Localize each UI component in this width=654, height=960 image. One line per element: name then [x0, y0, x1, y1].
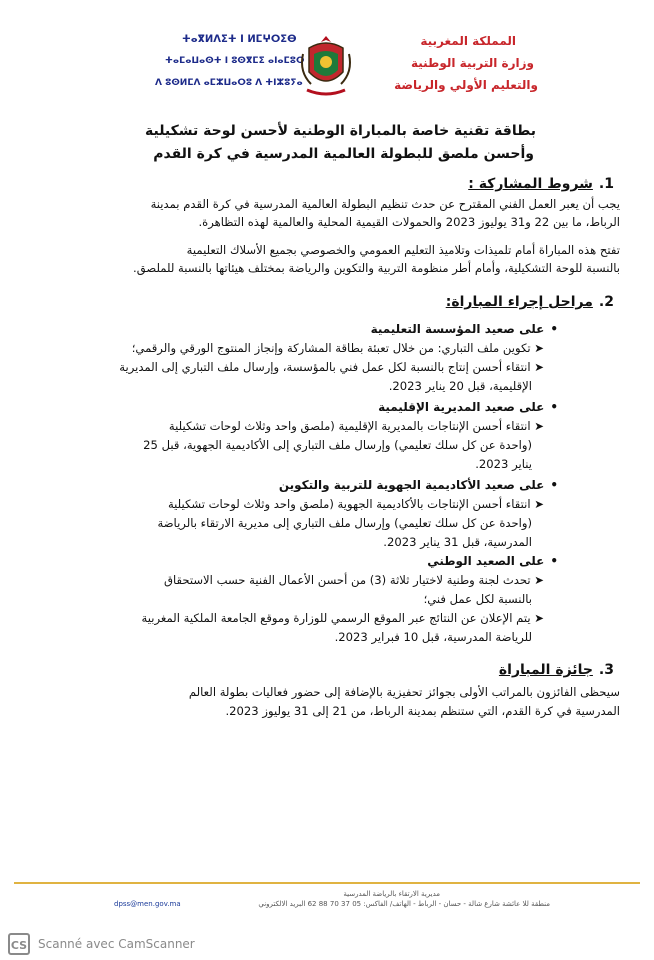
- tifinagh-line-3: ⴷ ⵓⵙⵍⵎⴷ ⴰⵎⵣⵡⴰⵔⵓ ⴷ ⵜⵏⵣⵓⵢⴰ: [155, 78, 303, 88]
- section-1-para-2-line-1: تفتح هذه المباراة أمام تلميذات وتلاميذ التعليم العمومي والخصوصي بجميع الأسلاك التعليمية: [186, 243, 620, 257]
- royal-emblem-icon: [297, 32, 355, 102]
- level-1-title: •على صعيد المؤسسة التعليمية: [370, 322, 558, 336]
- camscanner-watermark: [0, 930, 654, 960]
- level-4-item-1-cont: بالنسبة لكل عمل فني؛: [423, 592, 532, 606]
- level-3-item-1: ➤ انتقاء أحسن الإنتاجات بالأكاديمية الجهوية (ملصق واحد وثلاث لوحات تشكيلية: [167, 497, 544, 511]
- section-2-label: مراحل إجراء المباراة:: [445, 294, 593, 310]
- level-4-item-2: ➤ يتم الإعلان عن النتائج عبر الموقع الرسمي للوزارة وموقع الجامعة الملكية المغربية: [141, 611, 544, 625]
- level-1-item-2: ➤ انتقاء أحسن إنتاج بالنسبة لكل عمل فني بالمؤسسة، وإرسال ملف التباري إلى المديرية: [119, 360, 544, 374]
- section-1-para-1-line-2: الرباط، ما بين 22 و31 يوليوز 2023 والحمولات القيمية المحلية والعالمية لهذه التظاهرة.: [198, 215, 620, 229]
- page-footer: [14, 882, 640, 908]
- footer-email: dpss@men.gov.ma: [114, 900, 181, 908]
- arabic-header-line-2: وزارة التربية الوطنية: [410, 56, 534, 70]
- title-line-1: بطاقة تقنية خاصة بالمباراة الوطنية لأحسن لوحة تشكيلية: [145, 123, 536, 139]
- level-3-item-1-cont-1: (واحدة عن كل سلك تعليمي) وإرسال ملف التباري إلى مديرية الارتقاء بالرياضة: [157, 516, 532, 530]
- level-4-item-1: ➤ تحدث لجنة وطنية لاختيار ثلاثة (3) من أحسن الأعمال الفنية حسب الاستحقاق: [163, 573, 544, 587]
- camscanner-logo-icon: CS: [8, 933, 30, 955]
- section-2-heading: [446, 294, 614, 310]
- level-1-item-1: ➤ تكوين ملف التباري: من خلال تعبئة بطاقة المشاركة وإنجاز المنتوج الورقي والرقمي؛: [131, 341, 544, 355]
- section-1-heading: [468, 176, 614, 192]
- section-1-number: 1.: [598, 176, 614, 192]
- section-3-heading: [499, 662, 614, 678]
- section-3-number: 3.: [598, 662, 614, 678]
- footer-address: منطقة للا عائشة شارع شالة - حسان - الرباط - الهاتف/ الفاكس: 05 37 70 88 62 البريد الالكتروني: [258, 900, 550, 908]
- section-1-para-1-line-1: يجب أن يعبر العمل الفني المقترح عن حدث تنظيم البطولة العالمية المدرسية في كرة القدم بمدينة: [150, 197, 620, 211]
- tifinagh-line-2: ⵜⴰⵎⴰⵡⴰⵙⵜ ⵏ ⵓⵙⴳⵎⵉ ⴰⵏⴰⵎⵓⵔ: [165, 56, 305, 66]
- section-2-number: 2.: [598, 294, 614, 310]
- level-2-item-1-cont-2: يناير 2023.: [475, 457, 532, 471]
- level-2-item-1: ➤ انتقاء أحسن الإنتاجات بالمديرية الإقليمية (ملصق واحد وثلاث لوحات تشكيلية: [168, 419, 544, 433]
- level-3-title: •على صعيد الأكاديمية الجهوية للتربية والتكوين: [278, 478, 558, 492]
- arabic-header-line-3: والتعليم الأولي والرياضة: [394, 78, 538, 92]
- level-3-item-1-cont-2: المدرسية، قبل 31 يناير 2023.: [383, 535, 532, 549]
- level-1-item-2-cont: الإقليمية، قبل 20 يناير 2023.: [388, 379, 532, 393]
- level-4-item-2-cont: للرياضة المدرسية، قبل 10 فبراير 2023.: [334, 630, 532, 644]
- section-3-para-line-1: سيحظى الفائزون بالمراتب الأولى بجوائز تحفيزية بالإضافة إلى حضور فعاليات بطولة العالم: [188, 685, 620, 699]
- tifinagh-line-1: ⵜⴰⴳⵍⴷⵉⵜ ⵏ ⵍⵎⵖⵔⵉⴱ: [182, 34, 297, 45]
- footer-directorate: مديرية الارتقاء بالرياضة المدرسية: [343, 890, 440, 898]
- level-2-item-1-cont-1: (واحدة عن كل سلك تعليمي) وإرسال ملف التباري إلى الأكاديمية الجهوية، قبل 25: [143, 438, 532, 452]
- section-3-para-line-2: المدرسية في كرة القدم، التي ستنظم بمدينة الرباط، من 21 إلى 31 يوليوز 2023.: [225, 704, 620, 718]
- section-1-para-2-line-2: بالنسبة للوحة التشكيلية، وأمام أطر منظومة التربية والتكوين والرياضة بمختلف هيئاتها بالنسبة للملصق.: [133, 261, 620, 275]
- section-1-label: شروط المشاركة :: [468, 176, 593, 192]
- letterhead: [0, 28, 654, 120]
- arabic-header-line-1: المملكة المغربية: [420, 34, 516, 48]
- level-2-title: •على صعيد المديرية الإقليمية: [378, 400, 558, 414]
- camscanner-text: Scanné avec CamScanner: [38, 937, 195, 951]
- section-3-label: جائزة المباراة: [498, 662, 593, 678]
- level-4-title: •على الصعيد الوطني: [427, 554, 558, 568]
- title-line-2: وأحسن ملصق للبطولة العالمية المدرسية في كرة القدم: [153, 146, 534, 162]
